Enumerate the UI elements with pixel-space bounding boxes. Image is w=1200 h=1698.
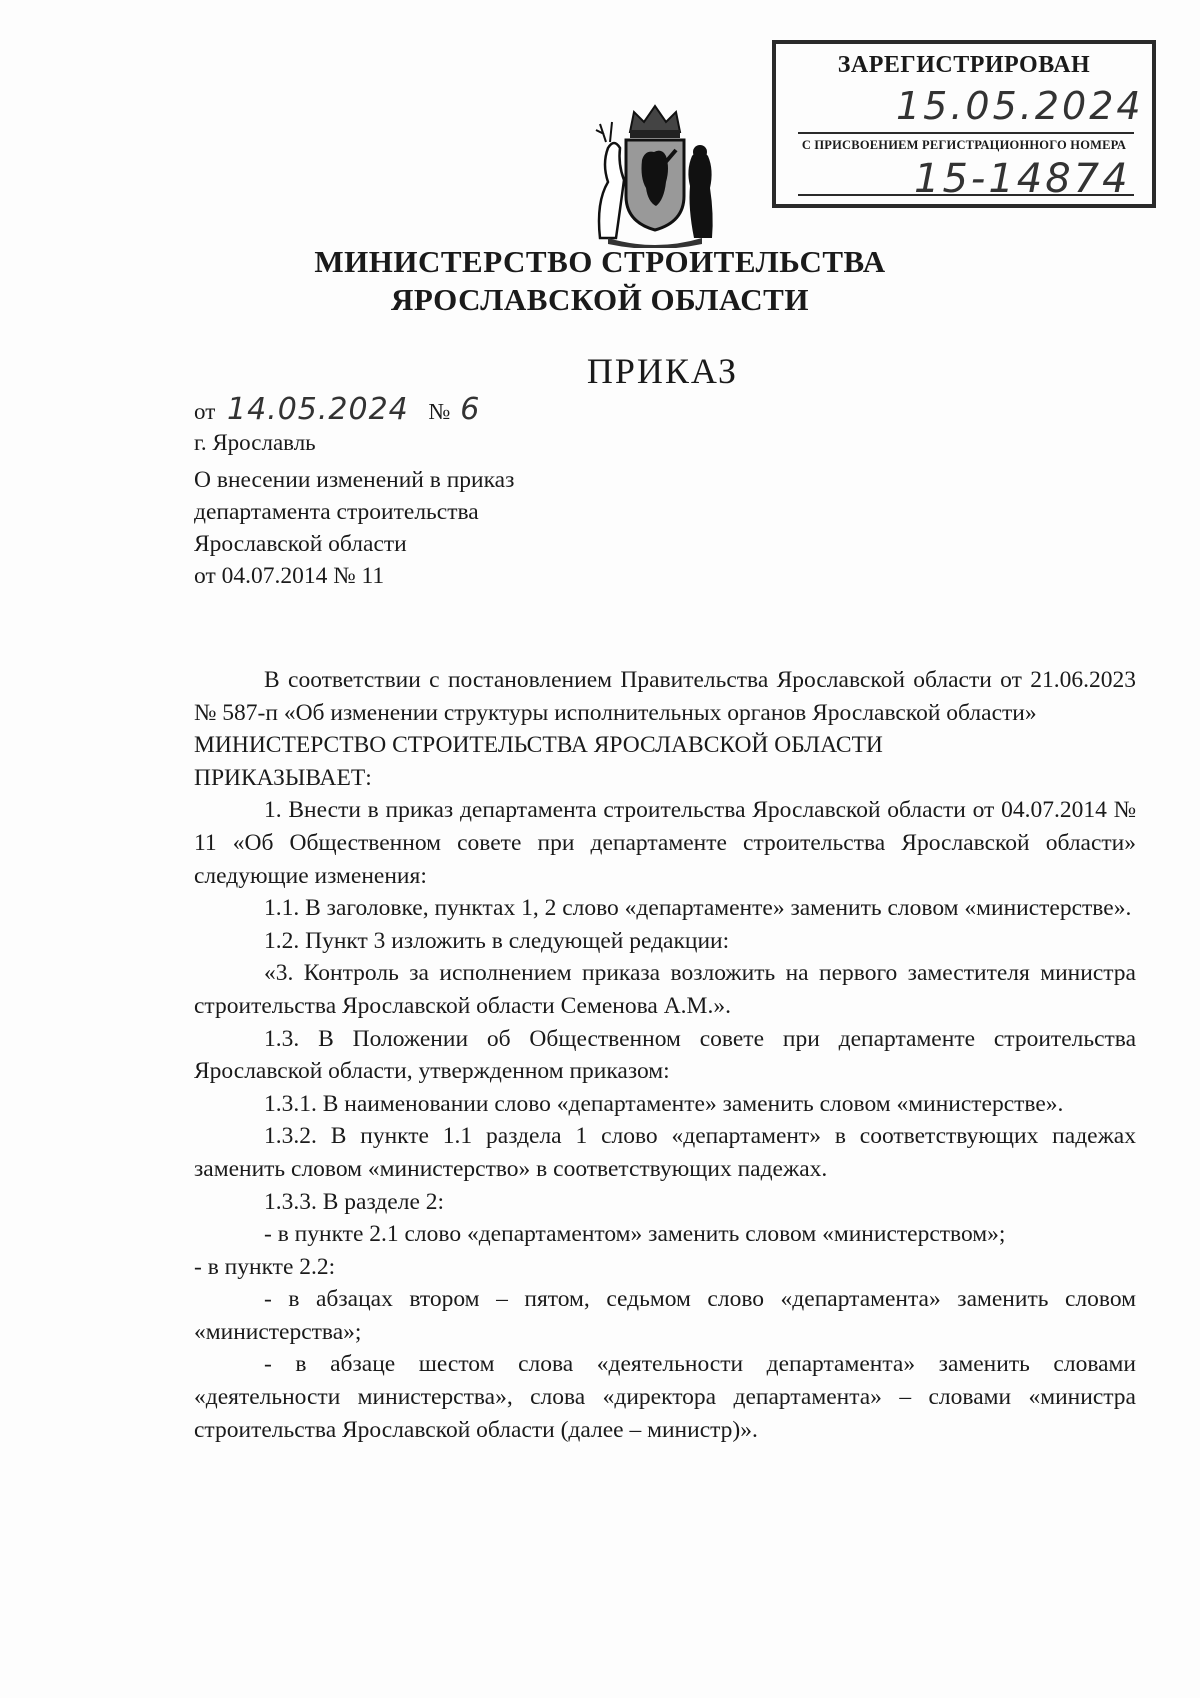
dash-item: - в абзаце шестом слова «деятельности департамента» заменить словами «деятельности министерства», слова «директора департамента» – словами «министра строительства Ярославской области (далее – министр)». bbox=[194, 1351, 1136, 1443]
stamp-divider bbox=[798, 132, 1134, 134]
registration-stamp bbox=[772, 40, 1156, 208]
paragraph-1-3-2: 1.3.2. В пункте 1.1 раздела 1 слово «департамент» в соответствующих падежах заменить словом «министерство» в соответствующих падежах. bbox=[194, 1123, 1136, 1182]
paragraph-1-3-1: 1.3.1. В наименовании слово «департаменте» заменить словом «министерстве». bbox=[264, 1090, 1064, 1117]
number-label: № bbox=[428, 399, 451, 424]
paragraph-1-2-quote: «3. Контроль за исполнением приказа возложить на первого заместителя министра строительства Ярославской области Семенова А.М.». bbox=[194, 960, 1136, 1019]
preamble: В соответствии с постановлением Правительства Ярославской области от 21.06.2023 № 587-п «Об изменении структуры исполнительных органов Ярославской области» bbox=[194, 667, 1136, 726]
order-date-row bbox=[194, 392, 480, 427]
document-type bbox=[0, 350, 1200, 392]
paragraph-1: 1. Внести в приказ департамента строительства Ярославской области от 04.07.2014 № 11 «Об Общественном совете при департаменте строительства Ярославской области» следующие изменения: bbox=[194, 797, 1136, 889]
subject-line: Ярославской области bbox=[194, 531, 407, 557]
stamp-registration-number: 15-14874 bbox=[914, 156, 1131, 202]
ministry-name-line1: МИНИСТЕРСТВО СТРОИТЕЛЬСТВА bbox=[314, 244, 886, 279]
ministry-name-line2: ЯРОСЛАВСКОЙ ОБЛАСТИ bbox=[391, 282, 809, 317]
order-number: 6 bbox=[460, 392, 481, 427]
document-type-text: ПРИКАЗ bbox=[586, 351, 739, 391]
order-subject bbox=[194, 464, 614, 592]
paragraph-1-3: 1.3. В Положении об Общественном совете при департаменте строительства Ярославской области, утвержденном приказом: bbox=[194, 1025, 1136, 1085]
order-date: 14.05.2024 bbox=[227, 392, 409, 427]
from-label: от bbox=[194, 399, 216, 424]
coat-of-arms-icon bbox=[590, 98, 720, 248]
stamp-date: 15.05.2024 bbox=[896, 84, 1144, 128]
paragraph-1-3-3: 1.3.3. В разделе 2: bbox=[264, 1188, 445, 1215]
subject-line: департамента строительства bbox=[194, 499, 479, 525]
order-heading-line1: МИНИСТЕРСТВО СТРОИТЕЛЬСТВА ЯРОСЛАВСКОЙ ОБЛАСТИ bbox=[194, 732, 883, 759]
dash-item: - в пункте 2.2: bbox=[194, 1253, 336, 1280]
subject-line: от 04.07.2014 № 11 bbox=[194, 563, 385, 589]
dash-item: - в пункте 2.1 слово «департаментом» заменить словом «министерством»; bbox=[264, 1221, 1006, 1248]
subject-line: О внесении изменений в приказ bbox=[194, 467, 515, 493]
dash-item: - в абзацах втором – пятом, седьмом слово «департамента» заменить словом «министерства»; bbox=[194, 1286, 1136, 1345]
stamp-title: ЗАРЕГИСТРИРОВАН bbox=[837, 52, 1091, 78]
paragraph-1-2: 1.2. Пункт 3 изложить в следующей редакции: bbox=[264, 927, 730, 954]
stamp-divider bbox=[798, 194, 1134, 196]
paragraph-1-1: 1.1. В заголовке, пунктах 1, 2 слово «департаменте» заменить словом «министерстве». bbox=[264, 895, 1132, 922]
order-heading-line2: ПРИКАЗЫВАЕТ: bbox=[194, 764, 372, 791]
stamp-subtitle: С ПРИСВОЕНИЕМ РЕГИСТРАЦИОННОГО НОМЕРА bbox=[801, 138, 1127, 152]
order-body bbox=[194, 664, 1136, 1446]
city: г. Ярославль bbox=[194, 430, 316, 455]
